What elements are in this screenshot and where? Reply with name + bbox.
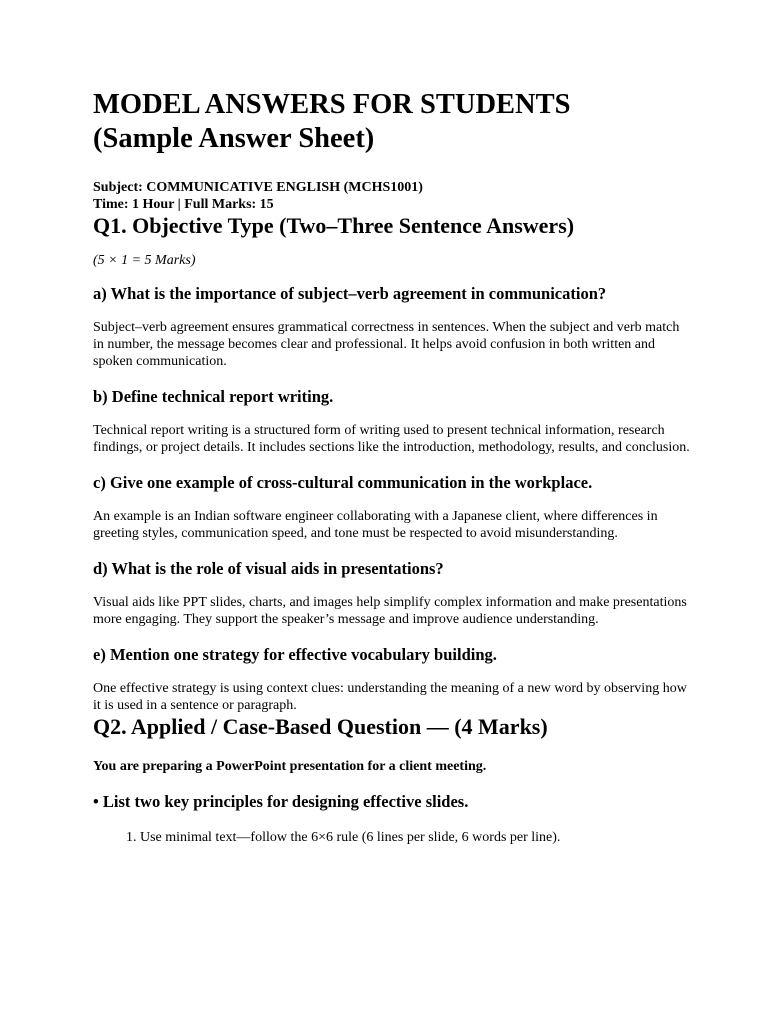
answer-d: Visual aids like PPT slides, charts, and images help simplify complex information and make presentations more engaging. They support the speaker’s message and improve audience understanding. bbox=[93, 595, 687, 627]
question-block-d bbox=[93, 559, 693, 628]
title-line-2: (Sample Answer Sheet) bbox=[93, 123, 375, 154]
question-c: c) Give one example of cross-cultural communication in the workplace. bbox=[93, 473, 593, 492]
question-block-e bbox=[93, 645, 693, 714]
time-marks-line: Time: 1 Hour | Full Marks: 15 bbox=[93, 197, 274, 212]
q1-heading: Q1. Objective Type (Two–Three Sentence Answers) bbox=[93, 213, 575, 238]
q1-marks-note: (5 × 1 = 5 Marks) bbox=[93, 253, 196, 268]
answer-e: One effective strategy is using context clues: understanding the meaning of a new word by observing how it is used in a sentence or paragraph. bbox=[93, 681, 687, 713]
subject-line: Subject: COMMUNICATIVE ENGLISH (MCHS1001) bbox=[93, 180, 423, 195]
q2-bullet-question: • List two key principles for designing effective slides. bbox=[93, 792, 469, 811]
question-d: d) What is the role of visual aids in presentations? bbox=[93, 559, 444, 578]
document-title bbox=[93, 88, 693, 156]
question-b: b) Define technical report writing. bbox=[93, 387, 334, 406]
question-block-b bbox=[93, 387, 693, 456]
title-line-1: MODEL ANSWERS FOR STUDENTS bbox=[93, 89, 571, 120]
question-block-a bbox=[93, 284, 693, 370]
principles-list bbox=[93, 829, 693, 846]
answer-b: Technical report writing is a structured form of writing used to present technical information, research findings, or project details. It includes sections like the introduction, methodology, results, and conclusion. bbox=[93, 423, 690, 455]
question-block-c bbox=[93, 473, 693, 542]
list-item: 1. Use minimal text—follow the 6×6 rule (6 lines per slide, 6 words per line). bbox=[140, 829, 693, 846]
answer-c: An example is an Indian software engineer collaborating with a Japanese client, where differences in greeting styles, communication speed, and tone must be respected to avoid misunderstanding. bbox=[93, 509, 658, 541]
q2-heading: Q2. Applied / Case-Based Question — (4 Marks) bbox=[93, 714, 548, 739]
answer-a: Subject–verb agreement ensures grammatical correctness in sentences. When the subject and verb match in number, the message becomes clear and professional. It helps avoid confusion in both written and spoken communication. bbox=[93, 320, 680, 369]
question-a: a) What is the importance of subject–verb agreement in communication? bbox=[93, 284, 607, 303]
document-meta bbox=[93, 179, 693, 213]
answer-sheet bbox=[93, 88, 693, 846]
question-e: e) Mention one strategy for effective vocabulary building. bbox=[93, 645, 497, 664]
q2-prompt: You are preparing a PowerPoint presentation for a client meeting. bbox=[93, 759, 487, 774]
